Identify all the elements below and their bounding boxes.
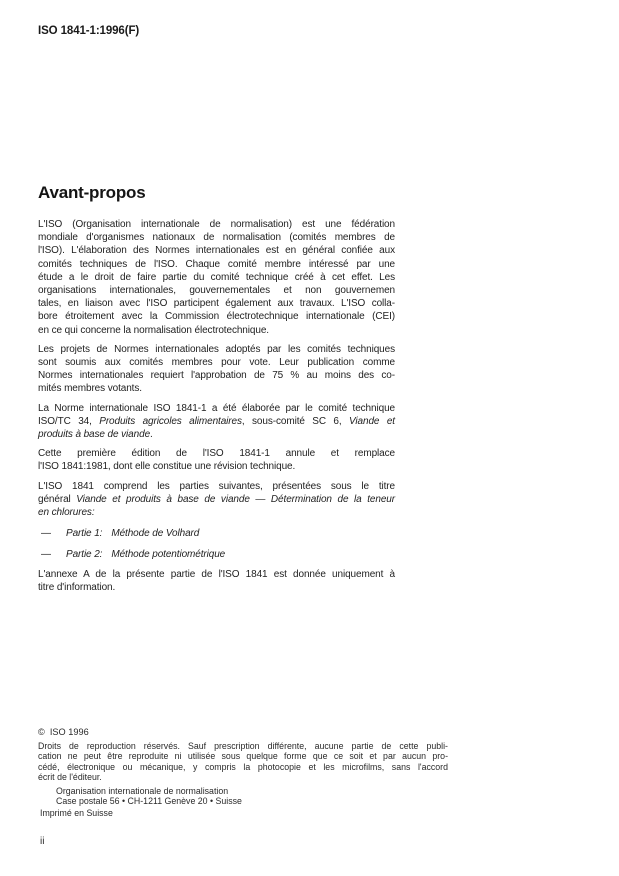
page-number: ii: [40, 836, 45, 847]
foreword-section: [38, 183, 395, 594]
list-item-label: Partie 2:: [66, 549, 103, 561]
text-line: en chlorures:: [38, 507, 95, 519]
paragraph: [38, 343, 395, 396]
text-line: comités techniques de l'ISO. Chaque comité membre intéressé par une: [38, 258, 395, 270]
paragraph: [38, 402, 395, 442]
copyright-notice: © ISO 1996: [38, 727, 89, 737]
rights-line: cédé, électronique ou mécanique, y compris la photocopie et les microfilms, sans l'accord: [38, 761, 448, 772]
text-line: tales, en liaison avec l'ISO participent également aux travaux. L'ISO colla-: [38, 298, 395, 310]
paragraph: [38, 480, 395, 520]
text-line: étude a le droit de faire partie du comité technique créé à cet effet. Les: [38, 271, 395, 283]
text-line: mités membres votants.: [38, 383, 142, 395]
dash-icon: —: [41, 528, 51, 540]
dash-icon: —: [41, 549, 51, 561]
text-line: Normes internationales requiert l'approbation de 75 % au moins des co-: [38, 370, 395, 382]
list-item-label: Partie 1:: [66, 528, 103, 540]
text-line: ISO/TC 34, Produits agricoles alimentaires, sous-comité SC 6, Viande et: [38, 415, 395, 427]
text-line: général Viande et produits à base de viande — Détermination de la teneur: [38, 493, 395, 505]
list-item: [38, 527, 395, 540]
publisher-address: [56, 786, 448, 806]
address-line: Case postale 56 • CH-1211 Genève 20 • Suisse: [56, 795, 242, 806]
foreword-blocks: [38, 218, 395, 594]
paragraph: [38, 568, 395, 594]
text-line: Cette première édition de l'ISO 1841-1 annule et remplace: [38, 448, 395, 460]
paragraph: [38, 447, 395, 473]
rights-line: écrit de l'éditeur.: [38, 772, 102, 783]
rights-line: cation ne peut être reproduite ni utilisée sous quelque forme que ce soit et par aucun pro-: [38, 751, 448, 762]
imprint-section: [38, 727, 448, 818]
text-line: l'ISO 1841:1981, dont elle constitue une révision technique.: [38, 461, 296, 473]
text-line: sont soumis aux comités membres pour vote. Leur publication comme: [38, 357, 395, 369]
section-heading: Avant-propos: [38, 183, 146, 202]
text-line: L'annexe A de la présente partie de l'ISO 1841 est donnée uniquement à: [38, 568, 395, 580]
list-item: [38, 548, 395, 561]
text-line: titre d'information.: [38, 581, 116, 593]
list-item-title: Méthode de Volhard: [111, 528, 200, 540]
text-line: en ce qui concerne la normalisation électrotechnique.: [38, 324, 269, 336]
paragraph: [38, 218, 395, 337]
text-line: mondiale d'organismes nationaux de normalisation (comités membres de: [38, 232, 395, 244]
printed-in: Imprimé en Suisse: [40, 808, 113, 819]
text-line: bore étroitement avec la Commission électrotechnique internationale (CEI): [38, 311, 395, 323]
text-line: produits à base de viande.: [38, 429, 153, 441]
text-line: l'ISO). L'élaboration des Normes internationales est en général confiée aux: [38, 245, 395, 257]
text-line: Les projets de Normes internationales adoptés par les comités techniques: [38, 343, 395, 355]
text-line: L'ISO 1841 comprend les parties suivantes, présentées sous le titre: [38, 480, 395, 492]
text-line: L'ISO (Organisation internationale de normalisation) est une fédération: [38, 219, 395, 230]
text-line: organisations internationales, gouvernementales et non gouvernemen: [38, 285, 395, 297]
rights-paragraph: [38, 741, 448, 783]
list-item-title: Méthode potentiométrique: [111, 549, 226, 561]
text-line: La Norme internationale ISO 1841-1 a été élaborée par le comité technique: [38, 402, 395, 414]
doc-reference: ISO 1841-1:1996(F): [38, 25, 140, 37]
rights-line: Droits de reproduction réservés. Sauf prescription différente, aucune partie de cette publi-: [38, 741, 448, 751]
address-line: Organisation internationale de normalisation: [56, 785, 229, 796]
